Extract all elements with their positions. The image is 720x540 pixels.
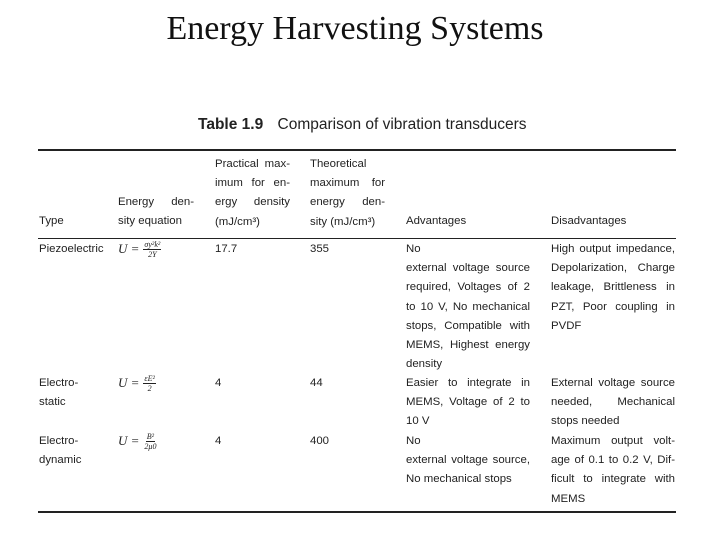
- text-line: No mechanical stops: [406, 473, 512, 486]
- equation-fraction: [143, 432, 157, 451]
- equation-lhs: U =: [118, 433, 140, 449]
- text-line: stops, Compatible with: [406, 319, 530, 332]
- equation-denominator: 2Y: [148, 249, 157, 259]
- text-line: Easier to integrate in: [406, 377, 530, 389]
- table-caption: [198, 116, 526, 134]
- slide-title: Energy Harvesting Systems: [166, 10, 544, 47]
- text-line: MEMS, Voltage of 2 to: [406, 396, 530, 409]
- text-line: PVDF: [551, 319, 582, 332]
- row-electrodynamic-advantages: [406, 432, 530, 490]
- text-line: PZT, Poor coupling in: [551, 300, 675, 313]
- row-electrostatic-type: [39, 374, 78, 412]
- text-line: External voltage source: [551, 377, 675, 389]
- text-line: MEMS, Highest energy: [406, 339, 530, 352]
- header-line: energy den-: [310, 196, 385, 209]
- row-electrodynamic-theoretical: 400: [310, 435, 330, 447]
- row-piezoelectric-advantages: [406, 240, 530, 374]
- type-line: Electro-: [39, 377, 79, 389]
- header-line: (mJ/cm³): [215, 215, 260, 228]
- row-electrodynamic-equation: [118, 430, 157, 452]
- row-electrostatic-equation: [118, 372, 156, 394]
- type-line: dynamic: [39, 454, 82, 467]
- equation-lhs: U =: [118, 241, 140, 257]
- text-line: ficult to integrate with: [551, 473, 675, 486]
- header-advantages: Advantages: [406, 215, 467, 227]
- text-line: Depolarization, Charge: [551, 262, 675, 275]
- header-line: Practical max-: [215, 158, 290, 170]
- header-disadvantages: Disadvantages: [551, 215, 627, 227]
- text-line: density: [406, 358, 443, 371]
- header-line: Theoretical: [310, 158, 367, 170]
- header-line: sity equation: [118, 215, 182, 228]
- row-electrodynamic-type: [39, 432, 81, 470]
- header-practical-maximum: [215, 155, 290, 232]
- header-line: Energy den-: [118, 196, 194, 208]
- header-line: sity (mJ/cm³): [310, 215, 376, 228]
- equation-fraction: [143, 240, 161, 259]
- header-energy-density-equation: [118, 193, 194, 231]
- header-line: imum for en-: [215, 177, 290, 190]
- equation-numerator: B²: [146, 431, 155, 441]
- text-line: stops needed: [551, 415, 620, 428]
- text-line: external voltage source: [406, 262, 530, 275]
- text-line: needed, Mechanical: [551, 396, 675, 409]
- table-top-rule: [38, 149, 676, 151]
- type-line: Electro-: [39, 435, 79, 447]
- row-electrodynamic-practical: 4: [215, 435, 222, 447]
- text-line: external voltage source,: [406, 454, 530, 467]
- type-line: Piezoelectric: [39, 243, 104, 255]
- equation-denominator: 2μ0: [144, 441, 157, 451]
- text-line: age of 0.1 to 0.2 V, Dif-: [551, 454, 675, 467]
- header-type: Type: [39, 215, 64, 227]
- row-electrostatic-disadvantages: [551, 374, 675, 432]
- table-bottom-rule: [38, 511, 676, 513]
- text-line: No: [406, 243, 421, 255]
- type-line: static: [39, 396, 66, 409]
- text-line: leakage, Brittleness in: [551, 281, 675, 294]
- header-line: maximum for: [310, 177, 385, 190]
- row-electrostatic-practical: 4: [215, 377, 222, 389]
- row-piezoelectric-type: [39, 240, 104, 259]
- equation-numerator: εE²: [144, 373, 155, 383]
- header-theoretical-maximum: [310, 155, 385, 232]
- header-line: ergy density: [215, 196, 290, 209]
- row-electrostatic-advantages: [406, 374, 530, 432]
- equation-lhs: U =: [118, 375, 140, 391]
- row-piezoelectric-theoretical: 355: [310, 243, 330, 255]
- text-line: to 10 V, No mechanical: [406, 300, 530, 313]
- equation-denominator: 2: [147, 383, 152, 393]
- equation-fraction: [143, 374, 155, 393]
- equation-numerator: σy²k²: [144, 239, 161, 249]
- row-electrostatic-theoretical: 44: [310, 377, 323, 389]
- row-electrodynamic-disadvantages: [551, 432, 675, 509]
- text-line: No: [406, 435, 421, 447]
- text-line: 10 V: [406, 415, 430, 428]
- row-piezoelectric-practical: 17.7: [215, 243, 238, 255]
- text-line: MEMS: [551, 492, 586, 505]
- text-line: Maximum output volt-: [551, 435, 675, 447]
- text-line: High output impedance,: [551, 243, 675, 255]
- table-caption-text: Comparison of vibration transducers: [277, 116, 527, 133]
- text-line: required, Voltages of 2: [406, 281, 530, 294]
- table-caption-number: Table 1.9: [198, 116, 264, 133]
- row-piezoelectric-disadvantages: [551, 240, 675, 336]
- row-piezoelectric-equation: [118, 238, 161, 260]
